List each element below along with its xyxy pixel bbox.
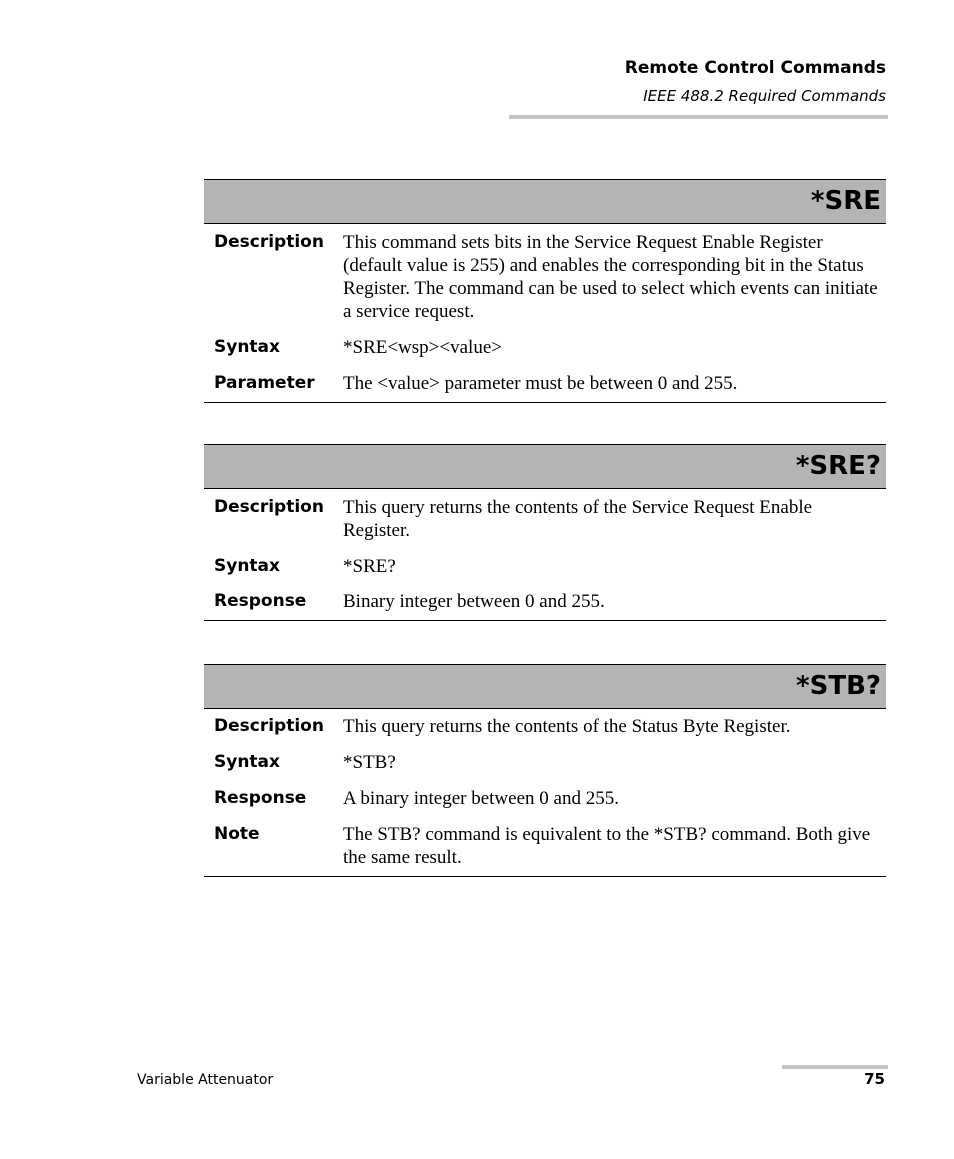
syntax-row [204,555,886,578]
section-subtitle: IEEE 488.2 Required Commands [643,87,886,105]
row-label: Description [214,497,324,517]
note-row [204,823,886,876]
response-row [204,590,886,620]
row-value: A binary integer between 0 and 255. [343,788,619,809]
row-value: This command sets bits in the Service Request Enable Register (default value is 255) and enables the corresponding bit in the Status Register. The command can be used to select which events can initiate a service request. [343,232,878,322]
row-value: The STB? command is equivalent to the *STB? command. Both give the same result. [343,824,871,868]
row-value: This query returns the contents of the Status Byte Register. [343,716,791,737]
row-value: *SRE<wsp><value> [343,337,502,358]
row-value: *SRE? [343,556,396,577]
row-label: Syntax [214,556,280,576]
row-label: Note [214,824,260,844]
row-label: Syntax [214,337,280,357]
parameter-row [204,372,886,402]
command-block-sre-query [204,444,886,621]
syntax-row [204,751,886,774]
row-value: This query returns the contents of the Service Request Enable Register. [343,497,813,541]
row-label: Description [214,716,324,736]
command-block-sre [204,179,886,403]
header-divider [509,115,888,119]
footer-divider [782,1065,888,1069]
row-value: *STB? [343,752,396,773]
command-name: *SRE [810,186,881,216]
chapter-title: Remote Control Commands [624,58,886,78]
page-number: 75 [864,1070,885,1088]
description-row [204,231,886,323]
row-label: Description [214,232,324,252]
row-label: Syntax [214,752,280,772]
footer-doc-name: Variable Attenuator [137,1072,274,1088]
row-value: The <value> parameter must be between 0 and 255. [343,373,738,394]
command-title-bar [204,664,886,709]
description-row [204,496,886,542]
description-row [204,715,886,738]
command-name: *STB? [796,671,881,701]
command-block-stb-query [204,664,886,877]
row-label: Parameter [214,373,315,393]
response-row [204,787,886,810]
page-header [625,57,886,106]
syntax-row [204,336,886,359]
command-title-bar [204,444,886,489]
row-label: Response [214,591,307,611]
command-name: *SRE? [795,451,881,481]
command-title-bar [204,179,886,224]
row-value: Binary integer between 0 and 255. [343,591,605,612]
row-label: Response [214,788,307,808]
